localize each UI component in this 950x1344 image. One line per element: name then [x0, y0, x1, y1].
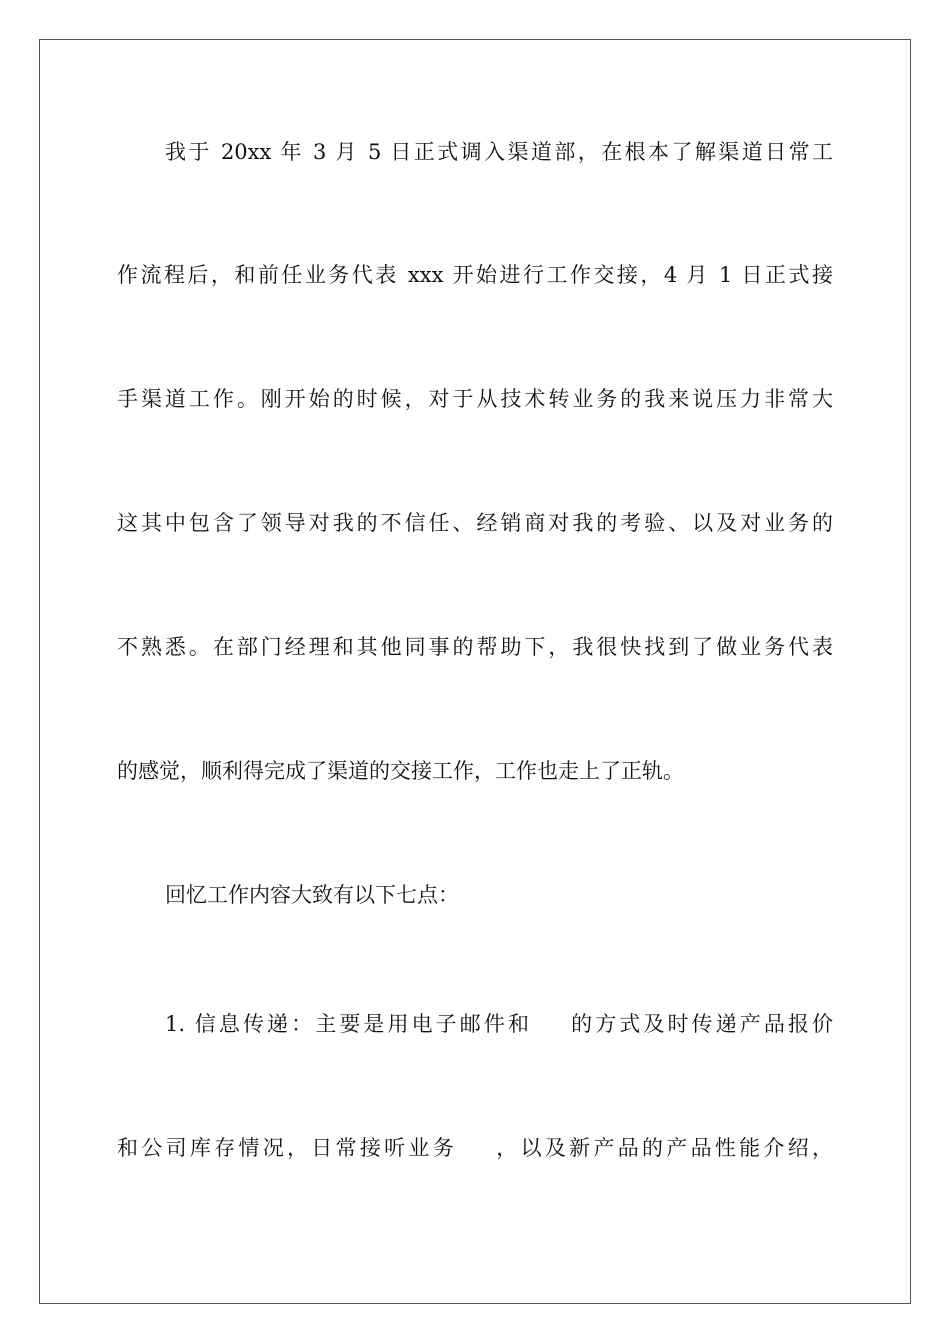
- paragraph-3-line-1-part-a: 1. 信息传递：主要是用电子邮件和: [165, 1012, 533, 1036]
- paragraph-3-line-2-part-a: 和公司库存情况，日常接听业务: [117, 1136, 457, 1160]
- paragraph-3-line-2: [117, 1133, 833, 1163]
- paragraph-2-line-1: 回忆工作内容大致有以下七点：: [165, 883, 459, 907]
- paragraph-1-line-5: 不熟悉。在部门经理和其他同事的帮助下，我很快找到了做业务代表: [117, 635, 833, 659]
- paragraph-3-line-1: [165, 1009, 833, 1039]
- paragraph-3-line-1-part-b: 的方式及时传递产品报价: [568, 1012, 833, 1036]
- paragraph-1-line-1: 我于 20xx 年 3 月 5 日正式调入渠道部，在根本了解渠道日常工: [165, 140, 833, 164]
- page-border: [39, 39, 911, 1304]
- paragraph-1-line-3: 手渠道工作。刚开始的时候，对于从技术转业务的我来说压力非常大: [117, 387, 833, 411]
- paragraph-3-line-2-part-b: ，以及新产品的产品性能介绍，: [493, 1136, 833, 1160]
- paragraph-1-line-4: 这其中包含了领导对我的不信任、经销商对我的考验、以及对业务的: [117, 511, 833, 535]
- paragraph-1-line-2: 作流程后，和前任业务代表 xxx 开始进行工作交接，4 月 1 日正式接: [117, 263, 833, 287]
- paragraph-1-line-6: 的感觉，顺利得完成了渠道的交接工作，工作也走上了正轨。: [117, 759, 684, 783]
